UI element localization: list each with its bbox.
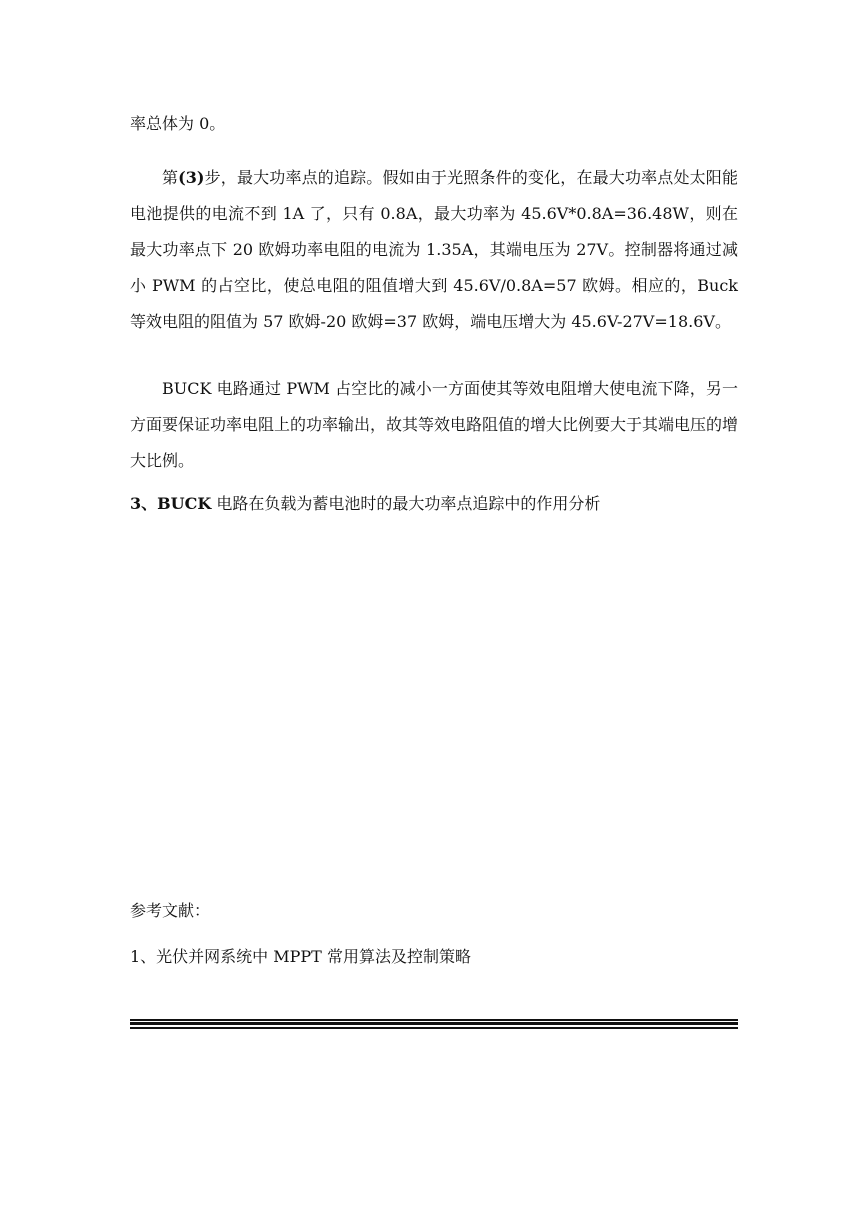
paragraph-step-3 [130, 160, 738, 340]
paragraph-text: 率总体为 0。 [130, 114, 226, 133]
reference-item [130, 939, 738, 975]
step-body: 步，最大功率点的追踪。假如由于光照条件的变化，在最大功率点处太阳能电池提供的电流不到 1A 了，只有 0.8A，最大功率为 45.6V*0.8A=36.48W，则在最大功率点下 20 欧姆功率电阻的电流为 1.35A，其端电压为 27V。控制器将通过减小 PWM 的占空比，使总电阻的阻值增大到 45.6V/0.8A=57 欧姆。相应的，Buck 等效电阻的阻值为 57 欧姆-20 欧姆=37 欧姆，端电压增大为 45.6V-27V=18.6V。 [130, 168, 738, 331]
footer-rule-thick [130, 1022, 738, 1025]
footer-rule-thin-top [130, 1019, 738, 1021]
section-heading [130, 486, 738, 522]
footer-divider [130, 1019, 738, 1029]
section-heading-number: 3、BUCK [130, 494, 212, 513]
references-title-text: 参考文献： [130, 901, 211, 920]
reference-item-text: 1、光伏并网系统中 MPPT 常用算法及控制策略 [130, 947, 471, 966]
paragraph-buck-explanation [130, 371, 738, 479]
step-prefix: 第 [162, 168, 179, 187]
footer-rule-thin-bottom [130, 1027, 738, 1029]
section-heading-text: 电路在负载为蓄电池时的最大功率点追踪中的作用分析 [211, 494, 601, 513]
step-number: (3) [178, 168, 205, 187]
references-title [130, 893, 738, 929]
paragraph-continuation [130, 106, 738, 142]
paragraph-text: BUCK 电路通过 PWM 占空比的减小一方面使其等效电阻增大使电流下降，另一方面要保证功率电阻上的功率输出，故其等效电路阻值的增大比例要大于其端电压的增大比例。 [130, 379, 739, 470]
